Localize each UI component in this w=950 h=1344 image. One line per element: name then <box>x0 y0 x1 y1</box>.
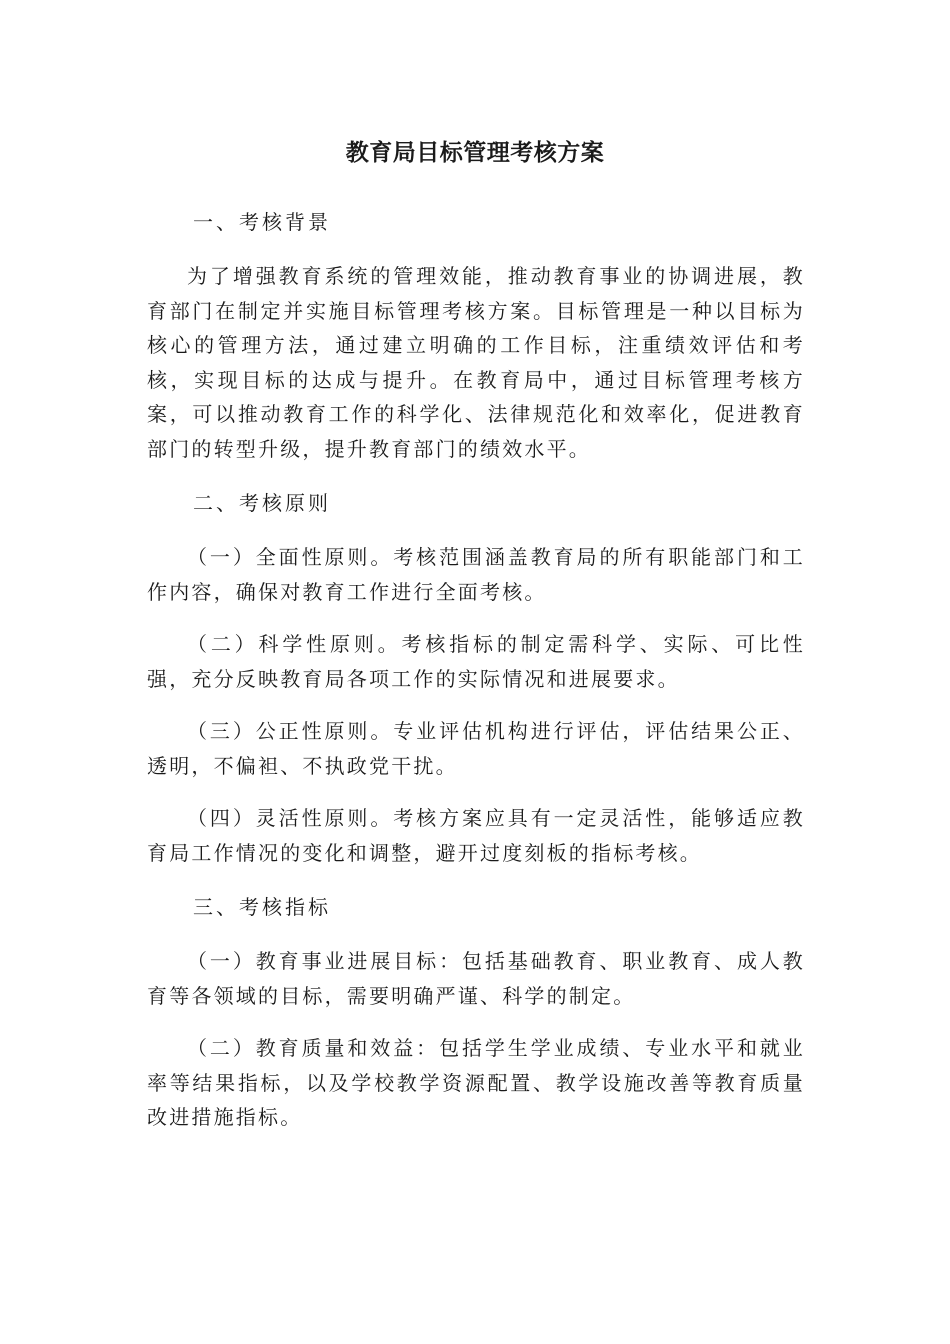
section-heading-background: 一、考核背景 <box>193 210 331 234</box>
document-title: 教育局目标管理考核方案 <box>345 140 605 166</box>
paragraph-indicator-2: （二）教育质量和效益：包括学生学业成绩、专业水平和就业率等结果指标，以及学校教学资源配置、教学设施改善等教育质量改进措施指标。 <box>147 1036 805 1129</box>
paragraph-indicator-1: （一）教育事业进展目标：包括基础教育、职业教育、成人教育等各领域的目标，需要明确严谨、科学的制定。 <box>147 949 805 1008</box>
document-body <box>147 205 805 1135</box>
section-heading-indicators: 三、考核指标 <box>193 895 331 919</box>
paragraph-principle-2: （二）科学性原则。考核指标的制定需科学、实际、可比性强，充分反映教育局各项工作的实际情况和进展要求。 <box>147 632 805 691</box>
paragraph-background: 为了增强教育系统的管理效能，推动教育事业的协调进展，教育部门在制定并实施目标管理考核方案。目标管理是一种以目标为核心的管理方法，通过建立明确的工作目标，注重绩效评估和考核，实现目标的达成与提升。在教育局中，通过目标管理考核方案，可以推动教育工作的科学化、法律规范化和效率化，促进教育部门的转型升级，提升教育部门的绩效水平。 <box>147 264 805 461</box>
paragraph-principle-4: （四）灵活性原则。考核方案应具有一定灵活性，能够适应教育局工作情况的变化和调整，避开过度刻板的指标考核。 <box>147 806 805 865</box>
section-heading-principles: 二、考核原则 <box>193 491 331 515</box>
paragraph-principle-3: （三）公正性原则。专业评估机构进行评估，评估结果公正、透明，不偏袒、不执政党干扰。 <box>147 719 805 778</box>
paragraph-principle-1: （一）全面性原则。考核范围涵盖教育局的所有职能部门和工作内容，确保对教育工作进行全面考核。 <box>147 545 805 604</box>
